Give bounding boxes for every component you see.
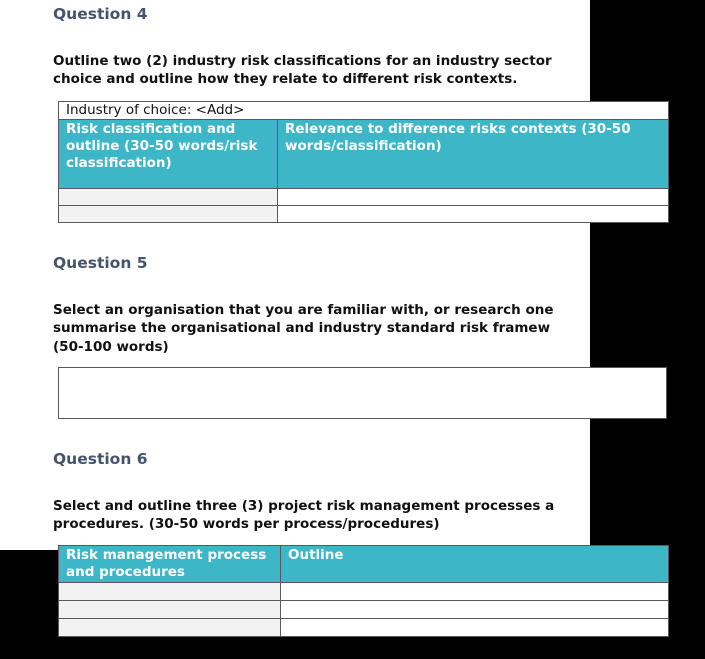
question-4-text-line-2: choice and outline how they relate to different risk contexts. [53, 71, 518, 87]
table-row [59, 601, 669, 619]
question-6-text-line-2: procedures. (30-50 words per process/procedures) [53, 516, 440, 532]
risk-management-process-header: Risk management process and procedures [59, 546, 281, 583]
table-cell[interactable] [281, 619, 669, 637]
outline-header: Outline [281, 546, 669, 583]
table-cell[interactable] [281, 583, 669, 601]
table-row [59, 189, 669, 206]
question-4-heading: Question 4 [53, 5, 148, 23]
table-cell[interactable] [278, 189, 669, 206]
question-5-text-line-2: summarise the organisational and industry standard risk framew [53, 320, 551, 336]
table-header-row [59, 546, 669, 583]
table-cell[interactable] [59, 189, 278, 206]
table-row [59, 206, 669, 223]
table-header-row [59, 120, 669, 189]
table-row [59, 619, 669, 637]
table-cell[interactable] [59, 583, 281, 601]
table-cell[interactable] [59, 206, 278, 223]
table-cell[interactable] [59, 619, 281, 637]
question-4-table [58, 101, 669, 223]
question-5-heading: Question 5 [53, 254, 148, 272]
question-5-answer-box[interactable] [58, 367, 667, 419]
table-cell[interactable] [281, 601, 669, 619]
table-row [59, 583, 669, 601]
question-5-text-line-3: (50-100 words) [53, 339, 169, 355]
relevance-header: Relevance to difference risks contexts (30-50 words/classification) [278, 120, 669, 189]
question-4-text-line-1: Outline two (2) industry risk classifications for an industry sector [53, 53, 552, 69]
question-5-text-line-1: Select an organisation that you are familiar with, or research one [53, 302, 554, 318]
question-6-table [58, 545, 669, 637]
risk-classification-header: Risk classification and outline (30-50 words/risk classification) [59, 120, 278, 189]
question-6-heading: Question 6 [53, 450, 148, 468]
industry-of-choice-cell[interactable]: Industry of choice: <Add> [59, 102, 669, 120]
table-cell[interactable] [278, 206, 669, 223]
table-cell[interactable] [59, 601, 281, 619]
industry-row [59, 102, 669, 120]
question-6-text-line-1: Select and outline three (3) project risk management processes a [53, 498, 555, 514]
